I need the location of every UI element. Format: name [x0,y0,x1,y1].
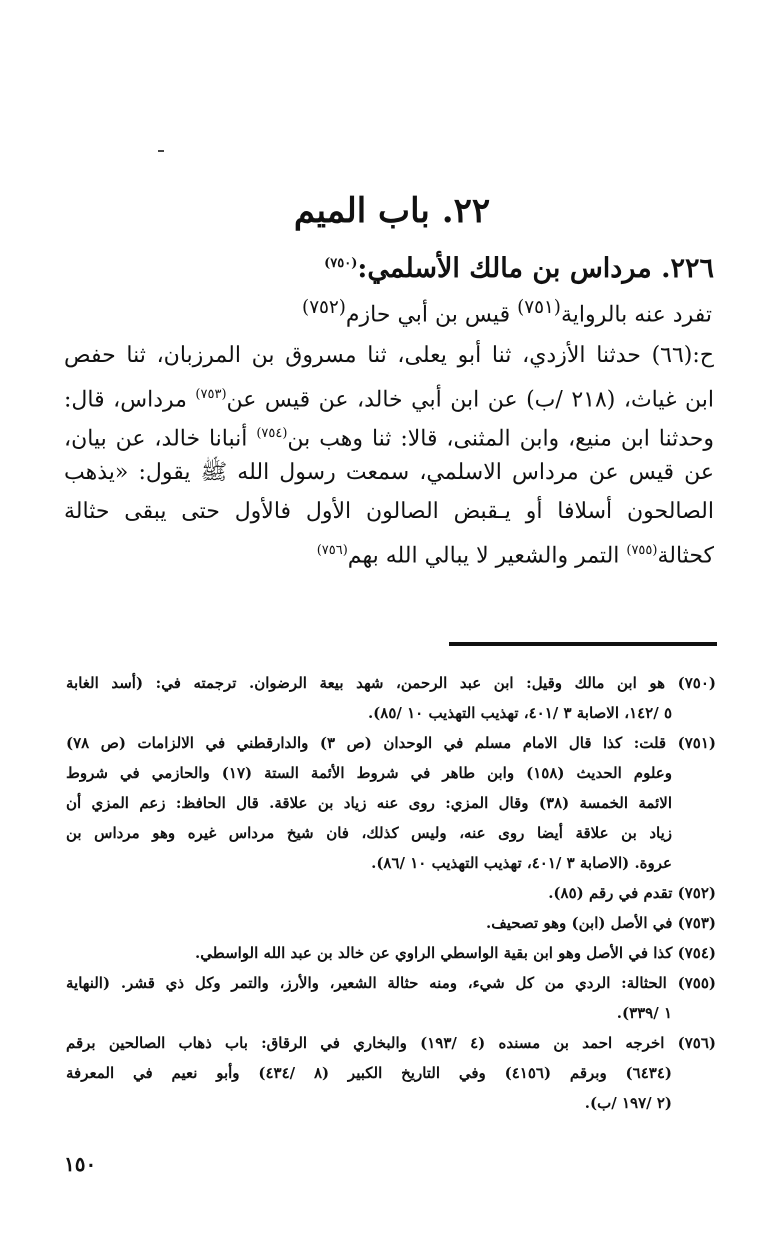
footnote-line: زياد بن علاقة أيضا روى عنه، وليس كذلك، فان شيخ مرداس غيره وهو مرداس بن [66,824,672,842]
footnote-753 [66,908,716,938]
footnote-line: ٥ /١٤٢، الاصابة ٣ /٤٠١، تهذيب التهذيب ١٠ /٨٥). [367,704,672,722]
footnote-line: (٧٥٥) الحثالة: الردي من كل شيء، ومنه حثالة الشعير، والأرز، والتمر وكل ذي قشر. (النهاية [66,974,716,992]
text-run: أنبانا خالد، عن بيان، [64,426,257,452]
text-line [64,414,714,453]
footnote-line: الائمة الخمسة (٣٨) وقال المزي: روى عنه زياد بن علاقة. قال الحافظ: زعم المزي أن [66,794,672,812]
entry-title [54,244,714,289]
text-line [64,336,714,375]
text-run: قيس بن أبي حازم [345,302,518,328]
footnote-line: (٧٥٣) في الأصل (ابن) وهو تصحيف. [486,914,716,932]
text-line [64,492,714,531]
margin-mark [158,150,164,152]
footnote-line: (٦٤٣٤) وبرقم (٤١٥٦) وفي التاريخ الكبير (٨ /٤٣٤) وأبو نعيم في المعرفة [66,1064,672,1082]
footnote-line: عروة. (الاصابة ٣ /٤٠١، تهذيب التهذيب ١٠ /٨٦). [371,854,672,872]
footnote-line: ١ /٣٣٩). [616,1004,672,1022]
text-line [64,531,714,570]
text-run: وحدثنا ابن منيع، وابن المثنى، قالا: ثنا وهب بن [287,426,714,452]
footnote-separator [449,642,717,646]
text-line [64,453,714,492]
footnote-752 [66,878,716,908]
footnote-line: (٢ /١٩٧ /ب). [584,1094,672,1112]
text-run: مرداس، قال: [64,387,196,413]
footnotes [66,668,716,1118]
hadith-text [64,336,714,570]
text-run: ابن غياث، (٢١٨ /ب) عن ابن أبي خالد، عن قيس عن [226,387,714,413]
text-run: كحثالة [657,543,714,569]
footnote-ref: (٧٥٢) [302,297,346,318]
footnote-line: (٧٥٠) هو ابن مالك وقيل: ابن عبد الرحمن، شهد بيعة الرضوان. ترجمته في: (أسد الغابة [66,674,716,692]
entry-title-text: ٢٢٦. مرداس بن مالك الأسلمي: [357,253,714,284]
footnote-ref: (٧٥١) [517,297,561,318]
page-number: ١٥٠ [64,1152,97,1176]
text-line [64,375,714,414]
narrator-line [112,290,712,333]
footnote-ref: (٧٥٦) [316,543,348,558]
footnote-line: (٧٥٢) تقدم في رقم (٨٥). [548,884,716,902]
text-run: الصالحون أسلافا أو يـقبض الصالون الأول فالأول حتى يبقى حثالة [64,499,714,524]
footnote-ref: (٧٥٤) [256,426,288,441]
footnote-line: (٧٥٤) كذا في الأصل وهو ابن بقية الواسطي الراوي عن خالد بن عبد الله الواسطي. [195,944,716,962]
text-run: عن قيس عن مرداس الاسلمي، سمعت رسول الله ﷺ يقول: «يذهب [64,460,714,485]
footnote-ref: (٧٥٣) [195,387,227,402]
footnote-755 [66,968,716,1028]
footnote-750 [66,668,716,728]
footnote-ref: (٧٥٠) [324,256,358,271]
footnote-754 [66,938,716,968]
footnote-line: (٧٥٦) اخرجه احمد بن مسنده (٤ /١٩٣) والبخاري في الرقاق: باب ذهاب الصالحين برقم [66,1034,716,1052]
footnote-line: وعلوم الحديث (١٥٨) وابن طاهر في شروط الأئمة الستة (١٧) والحازمي في شروط [66,764,672,782]
text-run: ح:(٦٦) حدثنا الأزدي، ثنا أبو يعلى، ثنا مسروق بن المرزبان، ثنا حفص [64,343,714,368]
footnote-751 [66,728,716,878]
text-run: تفرد عنه بالرواية [560,302,712,328]
footnote-756 [66,1028,716,1118]
chapter-heading: ٢٢. باب الميم [293,191,491,231]
text-run: التمر والشعير لا يبالي الله بهم [347,543,627,569]
footnote-ref: (٧٥٥) [626,543,658,558]
footnote-line: (٧٥١) قلت: كذا قال الامام مسلم في الوحدان (ص ٣) والدارقطني في الالزامات (ص ٧٨) [66,734,716,752]
